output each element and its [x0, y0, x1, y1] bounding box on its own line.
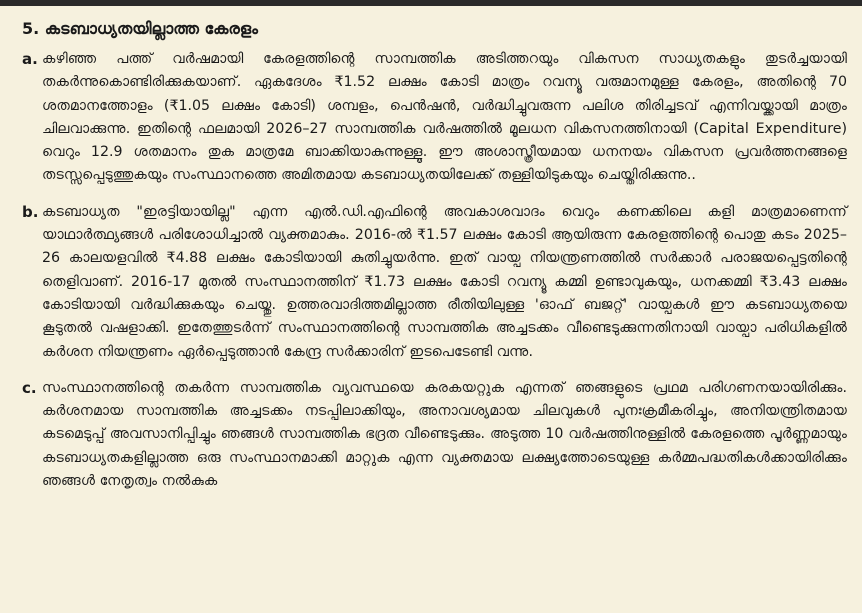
item-label-c: c.	[22, 378, 37, 397]
top-border	[0, 0, 862, 6]
section-heading: 5. കടബാധ്യതയില്ലാത്ത കേരളം	[22, 19, 258, 38]
item-label-a: a.	[22, 50, 38, 68]
list-item-c	[22, 377, 847, 493]
list-item-a	[22, 48, 847, 188]
item-text-c: സംസ്ഥാനത്തിന്റെ തകർന്ന സാമ്പത്തിക വ്യവസ്ഥയെ കരകയറ്റുക എന്നത് ഞങ്ങളുടെ പ്രഥമ പരിഗണനയായിരിക്കും. കർശനമായ സാമ്പത്തിക അച്ചടക്കം നടപ്പിലാക്കിയും, അനാവശ്യമായ ചിലവുകൾ പുനഃക്രമീകരിച്ചും, അനിയന്ത്രിതമായ കടമെടുപ്പ് അവസാനിപ്പിച്ചും ഞങ്ങൾ സാമ്പത്തിക ഭദ്രത വീണ്ടെടുക്കും. അടുത്ത 10 വർഷത്തിനുള്ളിൽ കേരളത്തെ പൂർണ്ണമായും കടബാധ്യതകളില്ലാത്ത ഒരു സംസ്ഥാനമാക്കി മാറ്റുക എന്ന വ്യക്തമായ ലക്ഷ്യത്തോടെയുള്ള കർമ്മപദ്ധതികൾക്കായിരിക്കും ഞങ്ങൾ നേതൃത്വം നൽകുക	[42, 379, 847, 490]
document-body	[22, 18, 847, 506]
item-text-a: കഴിഞ്ഞ പത്ത് വർഷമായി കേരളത്തിന്റെ സാമ്പത്തിക അടിത്തറയും വികസന സാധ്യതകളും തുടർച്ചയായി തകർന്നുകൊണ്ടിരിക്കുകയാണ്. ഏകദേശം ₹1.52 ലക്ഷം കോടി മാത്രം റവന്യൂ വരുമാനമുള്ള കേരളം, അതിന്റെ 70 ശതമാനത്തോളം (₹1.05 ലക്ഷം കോടി) ശമ്പളം, പെൻഷൻ, വർദ്ധിച്ചുവരുന്ന പലിശ തിരിച്ചടവ് എന്നിവയ്ക്കായി മാത്രം ചിലവാക്കുന്നു. ഇതിന്റെ ഫലമായി 2026–27 സാമ്പത്തിക വർഷത്തിൽ മൂലധന വികസനത്തിനായി (Capital Expenditure) വെറും 12.9 ശതമാനം തുക മാത്രമേ ബാക്കിയാകുന്നുള്ളൂ. ഈ അശാസ്ത്രീയമായ ധനനയം വികസന പ്രവർത്തനങ്ങളെ തടസ്സപ്പെടുത്തുകയും സംസ്ഥാനത്തെ അമിതമായ കടബാധ്യതയിലേക്ക് തള്ളിയിടുകയും ചെയ്തിരിക്കുന്നു..	[42, 51, 848, 184]
item-label-b: b.	[22, 202, 39, 221]
item-text-b: കടബാധ്യത "ഇരട്ടിയായില്ല" എന്ന എൽ.ഡി.എഫിന്റെ അവകാശവാദം വെറും കണക്കിലെ കളി മാത്രമാണെന്ന് യാഥാർത്ഥ്യങ്ങൾ പരിശോധിച്ചാൽ വ്യക്തമാകും. 2016-ൽ ₹1.57 ലക്ഷം കോടി ആയിരുന്ന കേരളത്തിന്റെ പൊതു കടം 2025–26 കാലയളവിൽ ₹4.88 ലക്ഷം കോടിയായി കുതിച്ചുയർന്നു. ഇത് വായ്പ നിയന്ത്രണത്തിൽ സർക്കാർ പരാജയപ്പെട്ടതിന്റെ തെളിവാണ്. 2016-17 മുതൽ സംസ്ഥാനത്തിന് ₹1.73 ലക്ഷം കോടി റവന്യൂ കമ്മി ഉണ്ടാവുകയും, ധനക്കമ്മി ₹3.43 ലക്ഷം കോടിയായി വർദ്ധിക്കുകയും ചെയ്തു. ഉത്തരവാദിത്തമില്ലാത്ത രീതിയിലുള്ള 'ഓഫ് ബജറ്റ്' വായ്പകൾ ഈ കടബാധ്യതയെ കൂടുതൽ വഷളാക്കി. ഇതേത്തുടർന്ന് സംസ്ഥാനത്തിന്റെ സാമ്പത്തിക അച്ചടക്കം വീണ്ടെടുക്കുന്നതിനായി വായ്പാ പരിധികളിൽ കർശന നിയന്ത്രണം ഏർപ്പെടുത്താൻ കേന്ദ്ര സർക്കാരിന് ഇടപെടേണ്ടി വന്നു.	[42, 203, 847, 360]
list-item-b	[22, 201, 847, 364]
